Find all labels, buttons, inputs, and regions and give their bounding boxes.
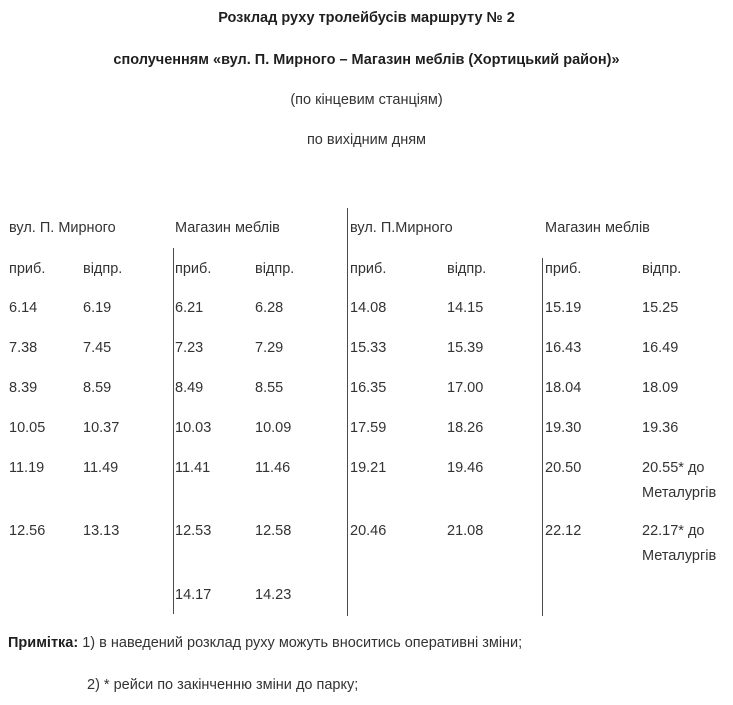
note-line-2: 2) * рейси по закінченню зміни до парку; <box>87 677 359 693</box>
note-label: Примітка: <box>8 635 79 651</box>
time-cell: 18.04 <box>545 380 582 396</box>
schedule-days: по вихідним дням <box>306 132 427 148</box>
time-cell: 22.17* до <box>642 523 705 539</box>
destination-note: Металургів <box>642 485 717 501</box>
time-cell: 15.39 <box>447 340 484 356</box>
time-cell: 6.28 <box>255 300 284 316</box>
time-cell: 7.45 <box>83 340 112 356</box>
time-cell: 6.14 <box>9 300 38 316</box>
time-cell: 10.09 <box>255 420 292 436</box>
time-cell: 15.33 <box>350 340 387 356</box>
time-cell: 14.17 <box>175 587 212 603</box>
time-cell: 18.26 <box>447 420 484 436</box>
departure-header: відпр. <box>642 261 682 277</box>
time-cell: 16.49 <box>642 340 679 356</box>
time-cell: 7.38 <box>9 340 38 356</box>
time-cell: 7.23 <box>175 340 204 356</box>
time-cell: 7.29 <box>255 340 284 356</box>
time-cell: 12.53 <box>175 523 212 539</box>
time-cell: 6.19 <box>83 300 112 316</box>
time-cell: 14.08 <box>350 300 387 316</box>
time-cell: 18.09 <box>642 380 679 396</box>
time-cell: 11.19 <box>9 460 45 476</box>
schedule-subtitle: (по кінцевим станціям) <box>290 92 443 108</box>
time-cell: 12.56 <box>9 523 46 539</box>
stop-header-pmyrnoho-2: вул. П.Мирного <box>350 220 453 236</box>
time-cell: 11.49 <box>83 460 119 476</box>
time-cell: 17.00 <box>447 380 484 396</box>
note-line-1 <box>8 634 522 652</box>
time-cell: 10.05 <box>9 420 46 436</box>
arrival-header: приб. <box>350 261 387 277</box>
arrival-header: приб. <box>9 261 46 277</box>
time-cell: 20.55* до <box>642 460 705 476</box>
time-cell: 19.36 <box>642 420 679 436</box>
time-cell: 19.46 <box>447 460 484 476</box>
schedule-title: Розклад руху тролейбусів маршруту № 2 <box>218 10 515 26</box>
time-cell: 22.12 <box>545 523 582 539</box>
destination-note: Металургів <box>642 548 717 564</box>
time-cell: 11.46 <box>255 460 291 476</box>
time-cell: 20.50 <box>545 460 582 476</box>
time-cell: 8.39 <box>9 380 38 396</box>
time-cell: 19.30 <box>545 420 582 436</box>
time-cell: 21.08 <box>447 523 484 539</box>
time-cell: 10.37 <box>83 420 120 436</box>
stop-header-pmyrnoho-1: вул. П. Мирного <box>9 220 116 236</box>
departure-header: відпр. <box>255 261 295 277</box>
stop-header-mebli-1: Магазин меблів <box>175 220 280 236</box>
time-cell: 6.21 <box>175 300 204 316</box>
time-cell: 8.59 <box>83 380 112 396</box>
column-divider-3 <box>542 258 543 616</box>
time-cell: 14.23 <box>255 587 292 603</box>
time-cell: 13.13 <box>83 523 120 539</box>
note-text-1: 1) в наведений розклад руху можуть вноситись оперативні зміни; <box>78 635 523 651</box>
time-cell: 19.21 <box>350 460 387 476</box>
stop-header-mebli-2: Магазин меблів <box>545 220 650 236</box>
column-divider-2 <box>347 208 348 616</box>
column-divider-1 <box>173 248 174 614</box>
time-cell: 8.55 <box>255 380 284 396</box>
time-cell: 12.58 <box>255 523 292 539</box>
time-cell: 17.59 <box>350 420 387 436</box>
time-cell: 11.41 <box>175 460 211 476</box>
departure-header: відпр. <box>83 261 123 277</box>
time-cell: 15.25 <box>642 300 679 316</box>
time-cell: 16.43 <box>545 340 582 356</box>
time-cell: 16.35 <box>350 380 387 396</box>
departure-header: відпр. <box>447 261 487 277</box>
time-cell: 8.49 <box>175 380 204 396</box>
time-cell: 20.46 <box>350 523 387 539</box>
time-cell: 15.19 <box>545 300 582 316</box>
arrival-header: приб. <box>545 261 582 277</box>
time-cell: 10.03 <box>175 420 212 436</box>
time-cell: 14.15 <box>447 300 484 316</box>
route-description: сполученням «вул. П. Мирного – Магазин меблів (Хортицький район)» <box>113 52 620 68</box>
arrival-header: приб. <box>175 261 212 277</box>
